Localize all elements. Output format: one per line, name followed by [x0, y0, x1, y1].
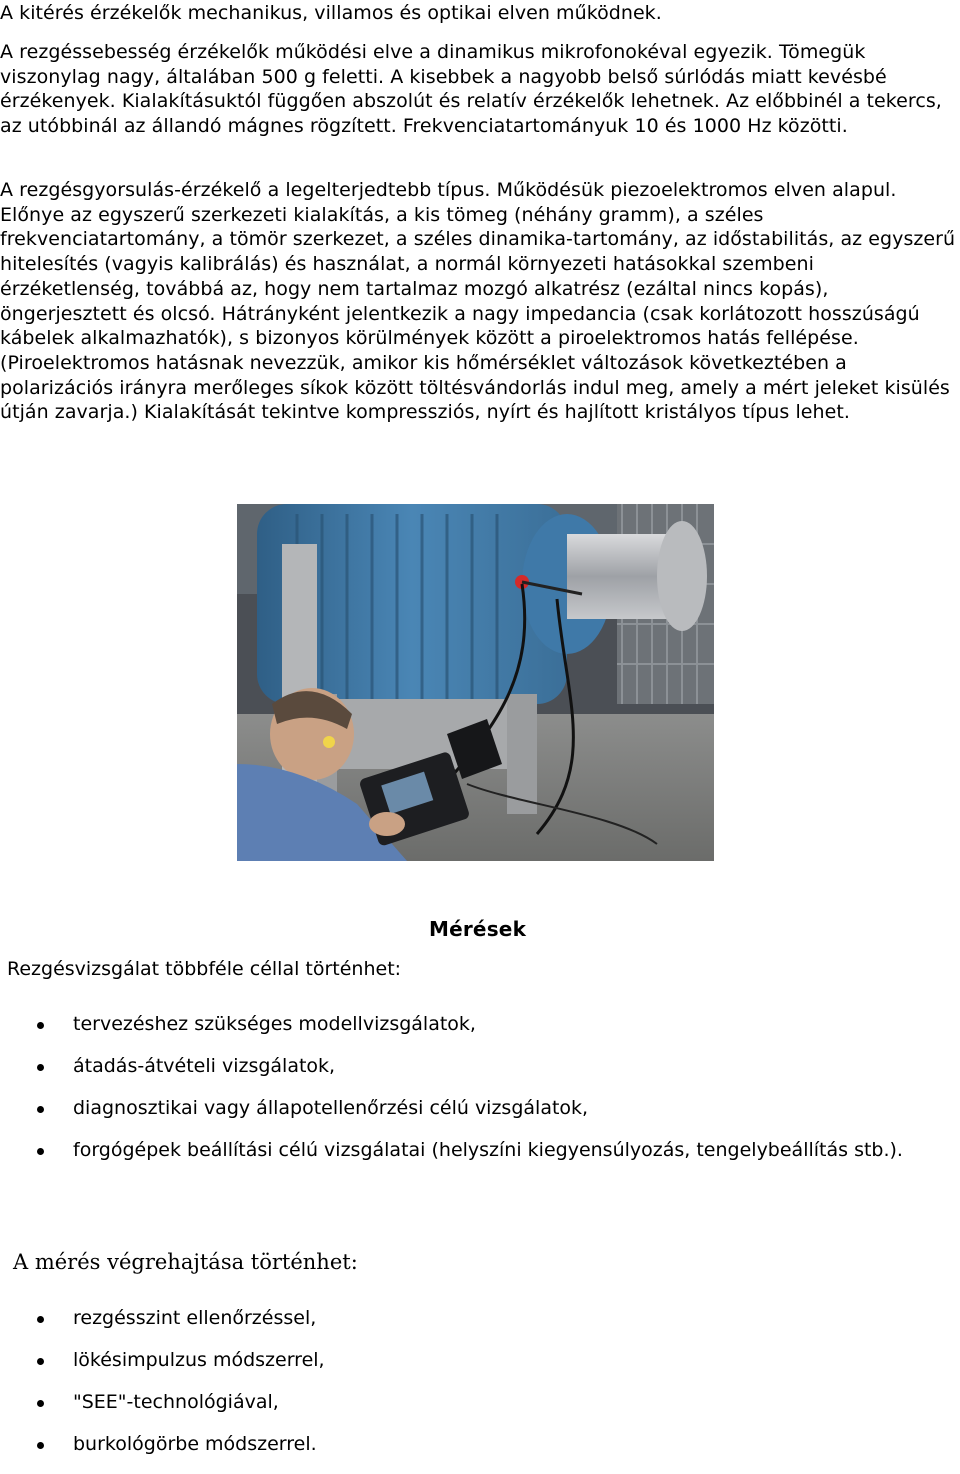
list-item-text: rezgésszint ellenőrzéssel, [73, 1307, 317, 1329]
section-heading: Mérések [429, 917, 527, 941]
list-item-text: diagnosztikai vagy állapotellenőrzési célú vizsgálatok, [73, 1097, 589, 1119]
list-item [0, 1096, 903, 1138]
list-item [0, 1054, 903, 1096]
paragraph-velocity-sensors: A rezgéssebesség érzékelők működési elve a dinamikus mikrofonokéval egyezik. Tömegük viszonylag nagy, általában 500 g feletti. A kisebbek a nagyobb belső súrlódás miatt kevésbé érzékenyek. Kialakításuktól függően abszolút és relatív érzékelők lehetnek. Az előbbinél a tekercs, az utóbbinál az állandó mágnes rögzített. Frekvenciatartományuk 10 és 1000 Hz közötti. [0, 41, 942, 138]
purposes-list [0, 1012, 903, 1180]
purposes-intro: Rezgésvizsgálat többféle céllal történhet: [7, 958, 402, 980]
bullet-icon [37, 1022, 44, 1029]
list-item [0, 1012, 903, 1054]
list-item [0, 1432, 325, 1474]
list-item-text: átadás-átvételi vizsgálatok, [73, 1055, 336, 1077]
list-item-text: "SEE"-technológiával, [73, 1391, 279, 1413]
bullet-icon [37, 1442, 44, 1449]
list-item [0, 1138, 903, 1180]
list-item-text: lökésimpulzus módszerrel, [73, 1349, 325, 1371]
methods-intro: A mérés végrehajtása történhet: [13, 1250, 358, 1274]
vibration-measurement-photo [237, 504, 714, 861]
list-item [0, 1306, 325, 1348]
bullet-icon [37, 1148, 44, 1155]
list-item-text: tervezéshez szükséges modellvizsgálatok, [73, 1013, 476, 1035]
methods-list [0, 1306, 325, 1474]
list-item-text: burkológörbe módszerrel. [73, 1433, 317, 1455]
list-item [0, 1390, 325, 1432]
list-item [0, 1348, 325, 1390]
bullet-icon [37, 1400, 44, 1407]
paragraph-displacement-sensors: A kitérés érzékelők mechanikus, villamos és optikai elven működnek. [0, 2, 662, 24]
bullet-icon [37, 1064, 44, 1071]
bullet-icon [37, 1358, 44, 1365]
bullet-icon [37, 1316, 44, 1323]
paragraph-acceleration-sensors: A rezgésgyorsulás-érzékelő a legelterjedtebb típus. Működésük piezoelektromos elven alapul. Előnye az egyszerű szerkezeti kialakítás, a kis tömeg (néhány gramm), a széles frekvenciatartomány, a tömör szerkezet, a széles dinamika-tartomány, az időstabilitás, az egyszerű hitelesítés (vagyis kalibrálás) és használat, a normál környezeti hatásokkal szembeni érzéketlenség, továbbá az, hogy nem tartalmaz mozgó alkatrész (ezáltal nincs kopás), öngerjesztett és olcsó. Hátrányként jelentkezik a nagy impedancia (csak korlátozott hosszúságú kábelek alkalmazhatók), s bizonyos körülmények között a piroelektromos hatás fellépése. (Piroelektromos hatásnak nevezzük, amikor kis hőmérséklet változások következtében a polarizációs irányra merőleges síkok között töltésvándorlás indul meg, amely a mért jeleket kisülés útján zavarja.) Kialakítását tekintve kompressziós, nyírt és hajlított kristályos típus lehet. [0, 179, 956, 424]
bullet-icon [37, 1106, 44, 1113]
list-item-text: forgógépek beállítási célú vizsgálatai (helyszíni kiegyensúlyozás, tengelybeállítás stb.). [73, 1139, 903, 1161]
